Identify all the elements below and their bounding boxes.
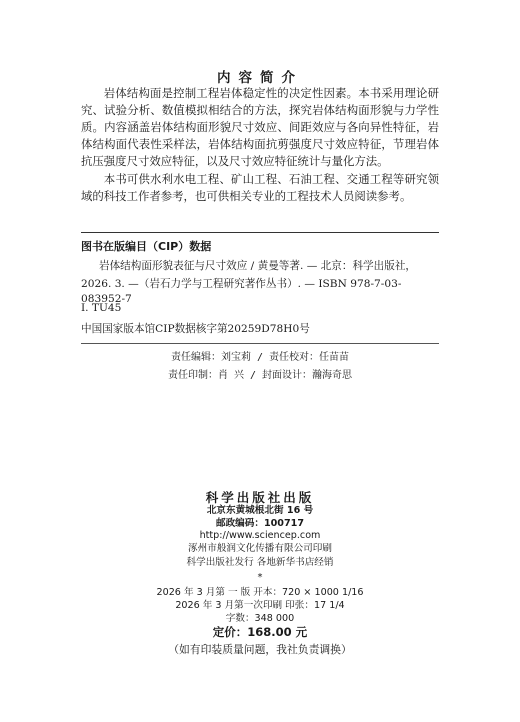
publisher-name: 科学出版社出版 bbox=[205, 490, 315, 505]
separator-star: * bbox=[257, 572, 263, 583]
intro-paragraph-1: 岩体结构面是控制工程岩体稳定性的决定性因素。本书采用理论研究、试验分析、数值模拟相结合的方法，探究岩体结构面形貌与力学性质。内容涵盖岩体结构面形貌尺寸效应、间距效应与各向异性特征，岩体结构面代表性采样法，岩体结构面抗剪强度尺寸效应特征，节理岩体抗压强度尺寸效应特征，以及尺寸效应特征统计与量化方法。 bbox=[81, 86, 439, 168]
cip-entry-line-2: 2026. 3. —（岩石力学与工程研究著作丛书）. — ISBN 978-7-03-083952-7 bbox=[81, 278, 402, 305]
production-credits: 责任印制：肖 兴 / 封面设计：瀚海奇思 bbox=[167, 370, 353, 381]
printer: 涿州市般润文化传播有限公司印刷 bbox=[188, 543, 332, 554]
postcode: 邮政编码：100717 bbox=[215, 518, 305, 529]
cip-entry-line-1: 岩体结构面形貌表征与尺寸效应 / 黄曼等著. — 北京：科学出版社， bbox=[99, 260, 417, 272]
cip-record-number: 中国国家版本馆CIP数据核字第20259D78H0号 bbox=[81, 323, 310, 335]
quality-notice: （如有印装质量问题，我社负责调换） bbox=[168, 643, 352, 656]
cip-top-divider bbox=[81, 232, 439, 233]
publisher-address: 北京东黄城根北街 16 号 bbox=[206, 505, 314, 516]
price: 定价：168.00 元 bbox=[212, 625, 308, 639]
intro-paragraph-2: 本书可供水利水电工程、矿山工程、石油工程、交通工程等研究领域的科技工作者参考，也可供相关专业的工程技术人员阅读参考。 bbox=[81, 172, 439, 203]
cip-heading: 图书在版编目（CIP）数据 bbox=[81, 240, 212, 253]
cip-classification: Ⅰ. TU45 bbox=[81, 302, 122, 314]
printing-info: 2026 年 3 月第一次印刷 印张：17 1/4 bbox=[175, 600, 345, 611]
website: http://www.sciencep.com bbox=[199, 530, 321, 541]
intro-title: 内容简介 bbox=[217, 70, 303, 86]
word-count: 字数：348 000 bbox=[225, 613, 295, 624]
distribution: 科学出版社发行 各地新华书店经销 bbox=[186, 557, 334, 568]
edition-info: 2026 年 3 月第 一 版 开本：720 × 1000 1/16 bbox=[156, 587, 364, 598]
editor-credits: 责任编辑：刘宝莉 / 责任校对：任苗苗 bbox=[170, 352, 350, 363]
cip-bottom-divider bbox=[81, 343, 439, 344]
